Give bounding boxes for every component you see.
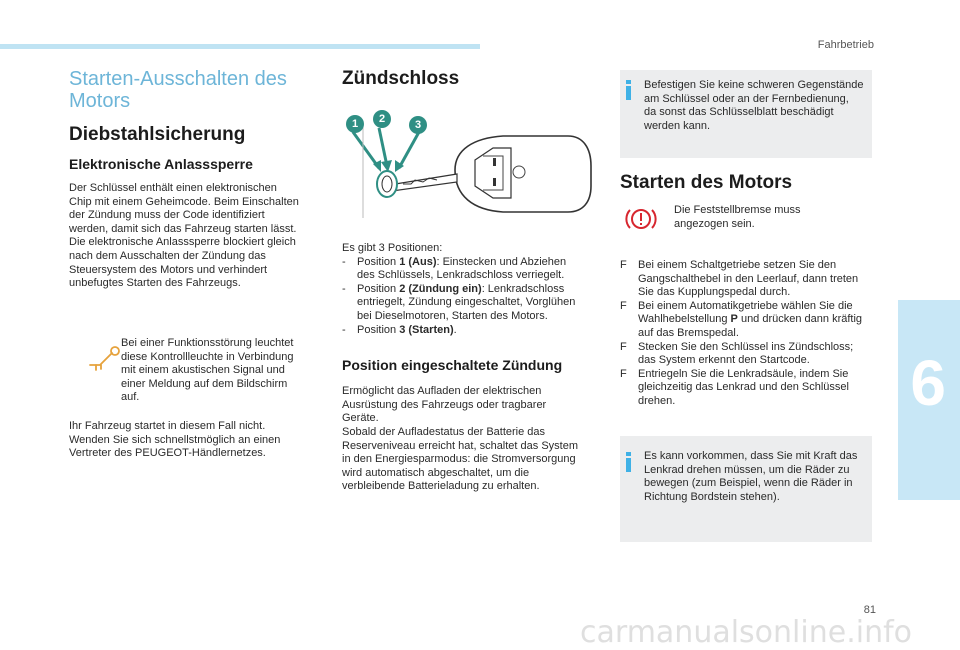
header-accent-bar bbox=[0, 44, 480, 49]
callout-2: 2 bbox=[373, 110, 391, 128]
step-text: Bei einem Schaltgetriebe setzen Sie den Gangschalthebel in den Leerlauf, dann treten Sie das Kupplungspedal durch. bbox=[638, 259, 859, 299]
ignition-key-illustration bbox=[343, 98, 593, 235]
heading-position-eingeschaltete-zuendung: Position eingeschaltete Zündung bbox=[342, 357, 563, 374]
position-description: . bbox=[453, 323, 457, 336]
position-description: : Lenkradschloss entriegelt, Zündung eingeschaltet, Vorglühen bei Dieselmotoren, Starten des Motors. bbox=[357, 282, 576, 322]
step-text-end: und drücken dann kräftig auf das Bremspedal. bbox=[638, 313, 863, 339]
page-title-line-2: Motors bbox=[69, 90, 131, 112]
page-number: 81 bbox=[863, 604, 876, 616]
position-description: : Einstecken und Abziehen des Schlüssels, Lenkradschloss verriegelt. bbox=[357, 255, 567, 282]
position-label: 1 (Aus) bbox=[399, 255, 437, 268]
info-icon bbox=[626, 458, 631, 472]
check-icon: F bbox=[620, 259, 627, 271]
parking-brake-text: Die Feststellbremse muss angezogen sein. bbox=[674, 204, 801, 230]
callout-1: 1 bbox=[346, 115, 364, 133]
paragraph-energiesparmodus: Ermöglicht das Aufladen der elektrischen Ausrüstung des Fahrzeugs oder tragbarer Geräte. Sobald der Aufladestatus der Batterie das Reserveniveau erreicht hat, schaltet das System in den Energiesparmodus: die Stromversorgung wird automatisch abgeschaltet, um die verbleibende Batterieladung zu erhalten. bbox=[342, 385, 579, 493]
check-icon: F bbox=[620, 340, 627, 353]
positions-block bbox=[342, 242, 582, 494]
info-box-text: Befestigen Sie keine schweren Gegenstände am Schlüssel oder an der Fernbedienung, da sonst das Schlüsselblatt beschädigt werden kann. bbox=[644, 79, 864, 132]
info-icon bbox=[626, 86, 631, 100]
list-item bbox=[620, 341, 872, 368]
list-item bbox=[620, 368, 872, 409]
heading-diebstahlsicherung: Diebstahlsicherung bbox=[69, 124, 246, 145]
positions-list bbox=[342, 256, 582, 338]
position-prefix: Position bbox=[357, 282, 400, 295]
info-box-key-weight bbox=[620, 70, 872, 158]
paragraph-anlasssperre: Der Schlüssel enthält einen elektronischen Chip mit einem Geheimcode. Beim Einschalten der Zündung muss der Code identifiziert werden, damit sich das Fahrzeug starten lässt. Die elektronische Anlasssperre blockiert gleich nach dem Ausschalten der Zündung das Steuersystem des Motors und verhindert unbefugtes Starten des Fahrzeugs. bbox=[69, 182, 299, 290]
page-title-line-1: Starten-Ausschalten des bbox=[69, 68, 287, 90]
chapter-number: 6 bbox=[910, 347, 946, 419]
heading-zuendschloss: Zündschloss bbox=[342, 68, 460, 89]
bullet: - bbox=[342, 323, 346, 336]
position-prefix: Position bbox=[357, 255, 400, 268]
position-label: 3 (Starten) bbox=[399, 323, 454, 336]
section-name: Fahrbetrieb bbox=[817, 39, 874, 51]
column-1 bbox=[69, 68, 301, 291]
list-item bbox=[342, 324, 582, 338]
list-item bbox=[620, 300, 872, 341]
info-box-text: Es kann vorkommen, dass Sie mit Kraft das Lenkrad drehen müssen, um die Räder zu bewegen (zum Beispiel, wenn die Räder in Richtung Bordstein stehen). bbox=[644, 450, 858, 503]
step-text: Bei einem Automatikgetriebe wählen Sie die Wahlhebelstellung bbox=[638, 299, 853, 326]
start-steps-list bbox=[620, 259, 872, 409]
watermark: carmanualsonline.info bbox=[580, 615, 912, 650]
check-icon: F bbox=[620, 367, 627, 380]
position-prefix: Position bbox=[357, 323, 400, 336]
position-label: 2 (Zündung ein) bbox=[399, 282, 482, 295]
page-title bbox=[69, 68, 301, 112]
parking-brake-warning-icon bbox=[624, 205, 658, 233]
bullet: - bbox=[342, 255, 346, 268]
positions-intro: Es gibt 3 Positionen: bbox=[342, 242, 443, 254]
step-bold: P bbox=[730, 313, 738, 326]
step-text: Entriegeln Sie die Lenkradsäule, indem Sie gleichzeitig das Lenkrad und den Schlüssel drehen. bbox=[638, 367, 849, 407]
list-item bbox=[342, 256, 582, 283]
paragraph-no-start: Ihr Fahrzeug startet in diesem Fall nicht. Wenden Sie sich schnellstmöglich an einen Vertreter des PEUGEOT-Händlernetzes. bbox=[69, 420, 281, 460]
check-icon: F bbox=[620, 299, 627, 312]
bullet: - bbox=[342, 282, 346, 295]
warning-lamp-text: Bei einer Funktionsstörung leuchtet diese Kontrollleuchte in Verbindung mit einem akustischen Signal und einer Meldung auf dem Bildschirm auf. bbox=[121, 337, 294, 404]
step-text: Stecken Sie den Schlüssel ins Zündschloss; das System erkennt den Startcode. bbox=[638, 340, 854, 367]
list-item bbox=[620, 259, 872, 300]
key-warning-lamp-icon bbox=[86, 345, 122, 375]
heading-anlasssperre: Elektronische Anlasssperre bbox=[69, 156, 253, 172]
callout-3: 3 bbox=[409, 116, 427, 134]
list-item bbox=[342, 283, 582, 324]
heading-starten-des-motors: Starten des Motors bbox=[620, 172, 793, 193]
info-box-steering bbox=[620, 436, 872, 542]
